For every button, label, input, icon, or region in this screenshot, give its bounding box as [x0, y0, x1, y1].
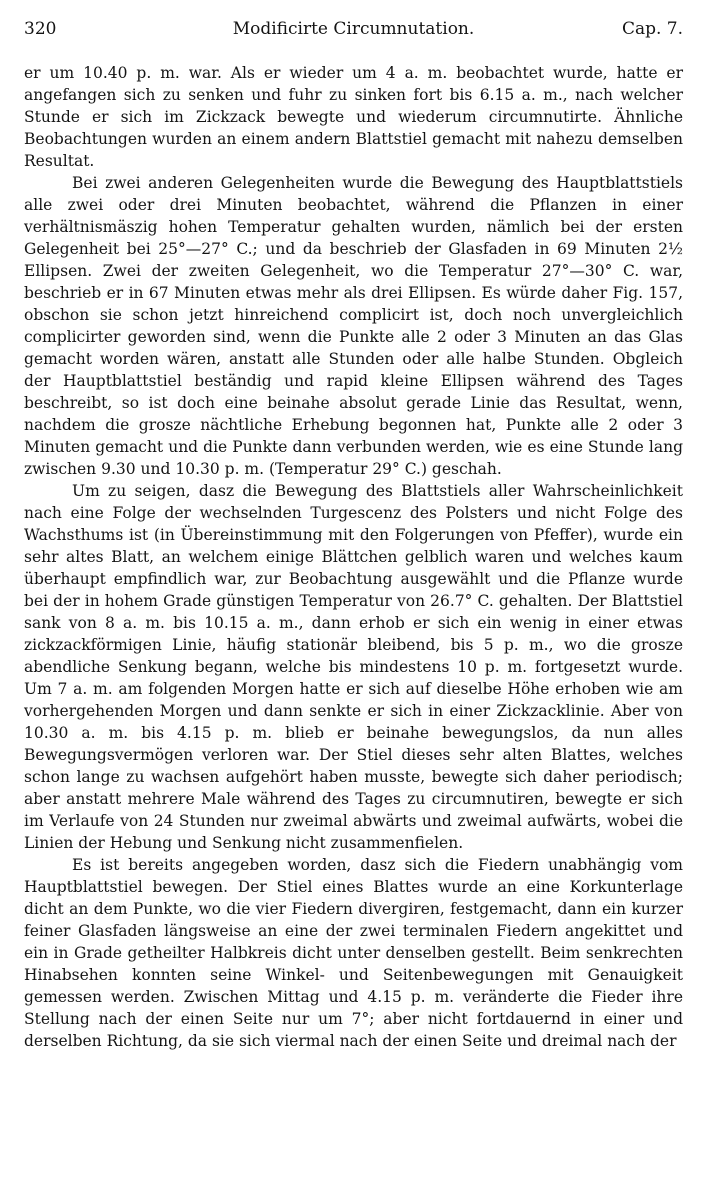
running-header — [24, 14, 683, 44]
paragraph: Es ist bereits angegeben worden, dasz sich die Fiedern unabhängig vom Hauptblattstiel bewegen. Der Stiel eines Blattes wurde an eine Korkunterlage dicht an dem Punkte, wo die vier Fiedern divergiren, festgemacht, dann ein kurzer feiner Glasfaden längsweise an eine der zwei terminalen Fiedern angekittet und ein in Grade getheilter Halbkreis dicht unter denselben gestellt. Beim senkrechten Hinabsehen konnten seine Winkel- und Seitenbewegungen mit Genauigkeit gemessen werden. Zwischen Mittag und 4.15 p. m. veränderte die Fieder ihre Stellung nach der einen Seite nur um 7°; aber nicht fortdauernd in einer und derselben Richtung, da sie sich viermal nach der einen Seite und dreimal nach der — [24, 856, 683, 1050]
page-number: 320 — [24, 19, 57, 39]
paragraph: Um zu seigen, dasz die Bewegung des Blattstiels aller Wahrscheinlichkeit nach eine Folge der wechselnden Turgescenz des Polsters und nicht Folge des Wachsthums ist (in Übereinstimmung mit den Folgerungen von Pfeffer), wurde ein sehr altes Blatt, an welchem einige Blättchen gelblich waren und welches kaum überhaupt empfindlich war, zur Beobachtung ausgewählt und die Pflanze wurde bei der in hohem Grade günstigen Temperatur von 26.7° C. gehalten. Der Blattstiel sank von 8 a. m. bis 10.15 a. m., dann erhob er sich ein wenig in einer etwas zickzackförmigen Linie, häufig stationär bleibend, bis 5 p. m., wo die grosze abendliche Senkung begann, welche bis mindestens 10 p. m. fortgesetzt wurde. Um 7 a. m. am folgenden Morgen hatte er sich auf dieselbe Höhe erhoben wie am vorhergehenden Morgen und dann senkte er sich in einer Zickzacklinie. Aber von 10.30 a. m. bis 4.15 p. m. blieb er beinahe bewegungslos, da nun alles Bewegungsvermögen verloren war. Der Stiel dieses sehr alten Blattes, welches schon lange zu wachsen aufgehört haben musste, bewegte sich daher periodisch; aber anstatt mehrere Male während des Tages zu circumnutiren, bewegte er sich im Verlaufe von 24 Stunden nur zweimal abwärts und zweimal aufwärts, wobei die Linien der Hebung und Senkung nicht zusammenfielen. — [24, 482, 683, 852]
running-title: Modificirte Circumnutation. — [232, 19, 475, 39]
chapter-label: Cap. 7. — [621, 19, 683, 39]
paragraph: Bei zwei anderen Gelegenheiten wurde die Bewegung des Hauptblattstiels alle zwei oder drei Minuten beobachtet, während die Pflanzen in einer verhältnismäszig hohen Temperatur gehalten wurden, nämlich bei der ersten Gelegenheit bei 25°—27° C.; und da beschrieb der Glasfaden in 69 Minuten 2½ Ellipsen. Zwei der zweiten Gelegenheit, wo die Temperatur 27°—30° C. war, beschrieb er in 67 Minuten etwas mehr als drei Ellipsen. Es würde daher Fig. 157, obschon sie schon jetzt hinreichend complicirt ist, doch noch unvergleichlich complicirter geworden sind, wenn die Punkte alle 2 oder 3 Minuten an das Glas gemacht worden wären, anstatt alle Stunden oder alle halbe Stunden. Obgleich der Hauptblattstiel beständig und rapid kleine Ellipsen während des Tages beschreibt, so ist doch eine beinahe absolut gerade Linie das Resultat, wenn, nachdem die grosze nächtliche Erhebung begonnen hat, Punkte alle 2 oder 3 Minuten gemacht und die Punkte dann verbunden werden, wie es eine Stunde lang zwischen 9.30 und 10.30 p. m. (Temperatur 29° C.) geschah. — [24, 174, 683, 478]
page-body — [24, 62, 683, 1052]
paragraph-continued: er um 10.40 p. m. war. Als er wieder um 4 a. m. beobachtet wurde, hatte er angefangen sich zu senken und fuhr zu sinken fort bis 6.15 a. m., nach welcher Stunde er sich im Zickzack bewegte und wiederum circumnutirte. Ähnliche Beobachtungen wurden an einem andern Blattstiel gemacht mit nahezu demselben Resultat. — [24, 64, 683, 170]
